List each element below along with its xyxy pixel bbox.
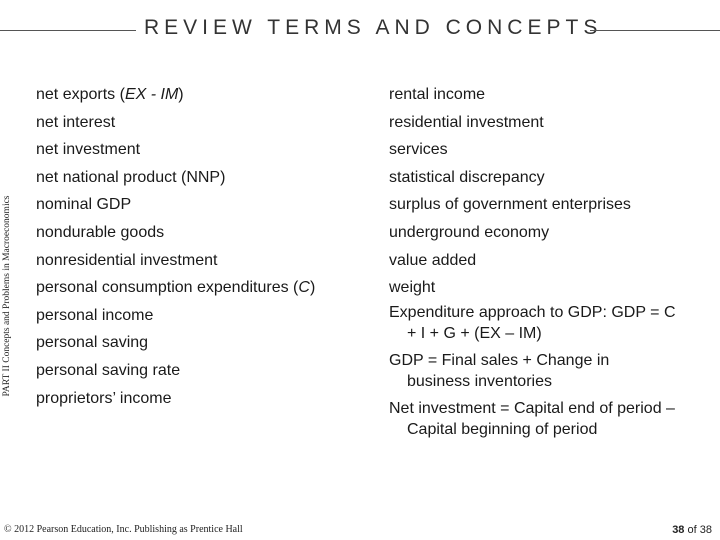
- formula-line: Expenditure approach to GDP: GDP = C: [389, 304, 676, 321]
- term-item: personal saving rate: [36, 361, 181, 379]
- title-row: [0, 14, 720, 44]
- page-current: 38: [672, 524, 685, 536]
- term-item: net investment: [36, 141, 141, 159]
- term-item: personal saving: [36, 334, 149, 352]
- term-item: proprietors’ income: [36, 389, 172, 407]
- formulas-list: [389, 302, 714, 446]
- title-rule-left: [0, 30, 136, 31]
- formula-line: Net investment = Capital end of period –: [389, 400, 675, 417]
- term-item: surplus of government enterprises: [389, 196, 631, 214]
- left-terms-list: [36, 81, 376, 412]
- term-item: net exports (EX - IM): [36, 86, 184, 103]
- formula-line-cont: + I + G + (EX – IM): [407, 325, 542, 342]
- formula-item: [389, 350, 714, 392]
- term-item: nondurable goods: [36, 223, 165, 241]
- side-label-text: PART II Concepts and Problems in Macroeconomics: [2, 195, 12, 397]
- term-item: nominal GDP: [36, 196, 132, 214]
- term-item: residential investment: [389, 113, 544, 131]
- term-item: personal income: [36, 306, 154, 324]
- term-item: rental income: [389, 86, 486, 103]
- page-total: 38: [699, 524, 712, 536]
- copyright-text: © 2012 Pearson Education, Inc. Publishing as Prentice Hall: [4, 524, 243, 535]
- term-item: nonresidential investment: [36, 251, 218, 269]
- page-sep: of: [687, 524, 697, 536]
- term-item: net national product (NNP): [36, 168, 226, 186]
- term-abbrev: EX - IM: [124, 86, 179, 103]
- formula-line-cont: business inventories: [407, 373, 552, 390]
- term-item: personal consumption expenditures (C): [36, 279, 316, 297]
- formula-line-cont: Capital beginning of period: [407, 421, 598, 438]
- page-number: [672, 524, 712, 536]
- term-abbrev: C: [298, 279, 310, 297]
- term-item: statistical discrepancy: [389, 168, 545, 186]
- term-item: weight: [389, 279, 436, 297]
- formula-line: GDP = Final sales + Change in: [389, 352, 610, 369]
- right-terms-list: [389, 81, 714, 302]
- side-label: [0, 82, 14, 510]
- formula-item: [389, 302, 714, 344]
- term-item: net interest: [36, 113, 116, 131]
- term-item: value added: [389, 251, 477, 269]
- formula-item: [389, 398, 714, 440]
- term-item: underground economy: [389, 223, 550, 241]
- page-title: REVIEW TERMS AND CONCEPTS: [144, 16, 603, 39]
- title-rule-right: [590, 30, 720, 31]
- term-item: services: [389, 141, 448, 159]
